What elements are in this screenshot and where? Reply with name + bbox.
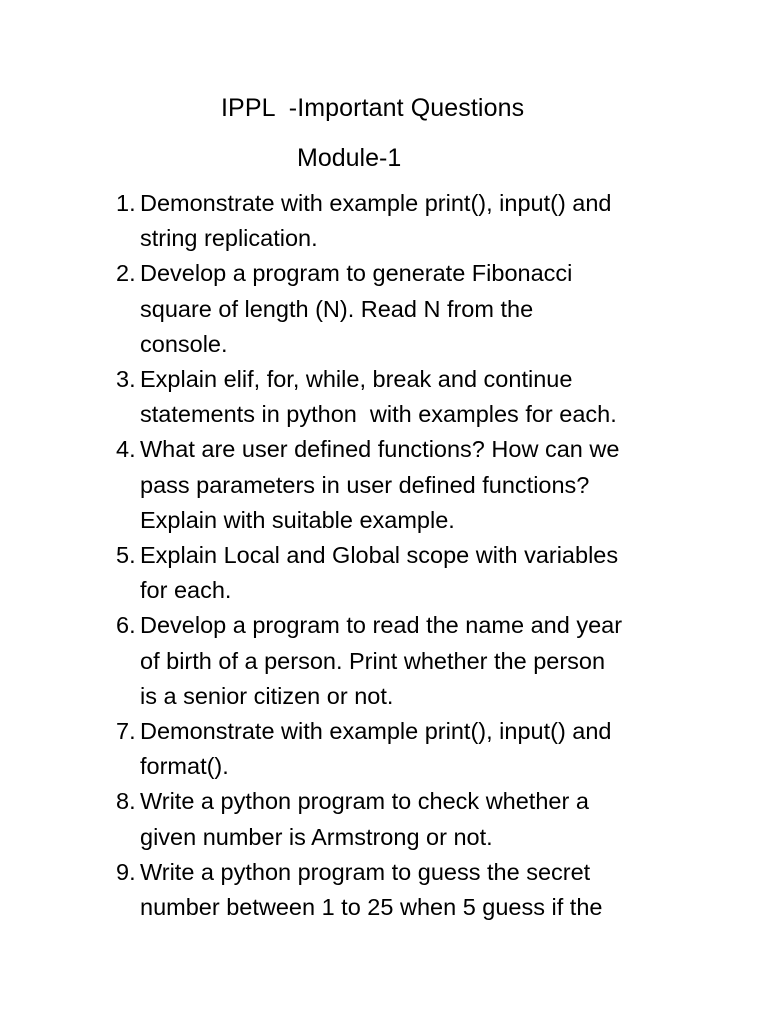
question-item-4: [0, 432, 768, 538]
question-line: Write a python program to guess the secret: [140, 858, 591, 885]
question-text: [140, 432, 700, 538]
question-line: of birth of a person. Print whether the person: [140, 647, 606, 674]
question-text: [140, 256, 700, 362]
question-text: [140, 714, 700, 784]
module-heading: Module-1: [297, 144, 402, 172]
question-text: [140, 784, 700, 854]
question-line: What are user defined functions? How can we: [140, 436, 620, 463]
question-line: is a senior citizen or not.: [140, 682, 394, 709]
question-line: given number is Armstrong or not.: [140, 823, 493, 850]
question-number: 2.: [116, 260, 136, 287]
question-number: 5.: [116, 542, 136, 569]
question-line: string replication.: [140, 225, 318, 252]
question-line: number between 1 to 25 when 5 guess if the: [140, 894, 603, 921]
question-line: Develop a program to read the name and year: [140, 612, 623, 639]
question-number: 4.: [116, 436, 136, 463]
question-item-8: [0, 784, 768, 854]
question-number: 6.: [116, 612, 136, 639]
question-number: 7.: [116, 718, 136, 745]
question-line: format().: [140, 753, 229, 780]
question-line: console.: [140, 330, 228, 357]
question-line: Explain elif, for, while, break and continue: [140, 366, 573, 393]
question-line: Develop a program to generate Fibonacci: [140, 260, 573, 287]
question-text: [140, 608, 700, 714]
question-line: Write a python program to check whether a: [140, 788, 589, 815]
question-text: [140, 186, 700, 256]
question-line: square of length (N). Read N from the: [140, 295, 534, 322]
question-line: Explain with suitable example.: [140, 506, 455, 533]
question-text: [140, 362, 700, 432]
question-item-1: [0, 186, 768, 256]
question-list: [0, 186, 768, 925]
question-number: 9.: [116, 858, 136, 885]
question-line: Demonstrate with example print(), input() and: [140, 190, 612, 216]
question-item-7: [0, 714, 768, 784]
question-text: [140, 855, 700, 925]
question-line: pass parameters in user defined functions?: [140, 471, 590, 498]
question-number: 8.: [116, 788, 136, 815]
question-line: statements in python with examples for each.: [140, 401, 617, 428]
question-item-6: [0, 608, 768, 714]
question-item-2: [0, 256, 768, 362]
question-item-3: [0, 362, 768, 432]
question-line: Demonstrate with example print(), input() and: [140, 718, 612, 745]
question-number: 3.: [116, 366, 136, 393]
document-title: IPPL -Important Questions: [221, 94, 525, 122]
question-text: [140, 538, 700, 608]
question-line: for each.: [140, 577, 232, 604]
question-number: 1.: [116, 190, 136, 216]
question-item-5: [0, 538, 768, 608]
question-line: Explain Local and Global scope with variables: [140, 542, 619, 569]
question-item-9: [0, 855, 768, 925]
